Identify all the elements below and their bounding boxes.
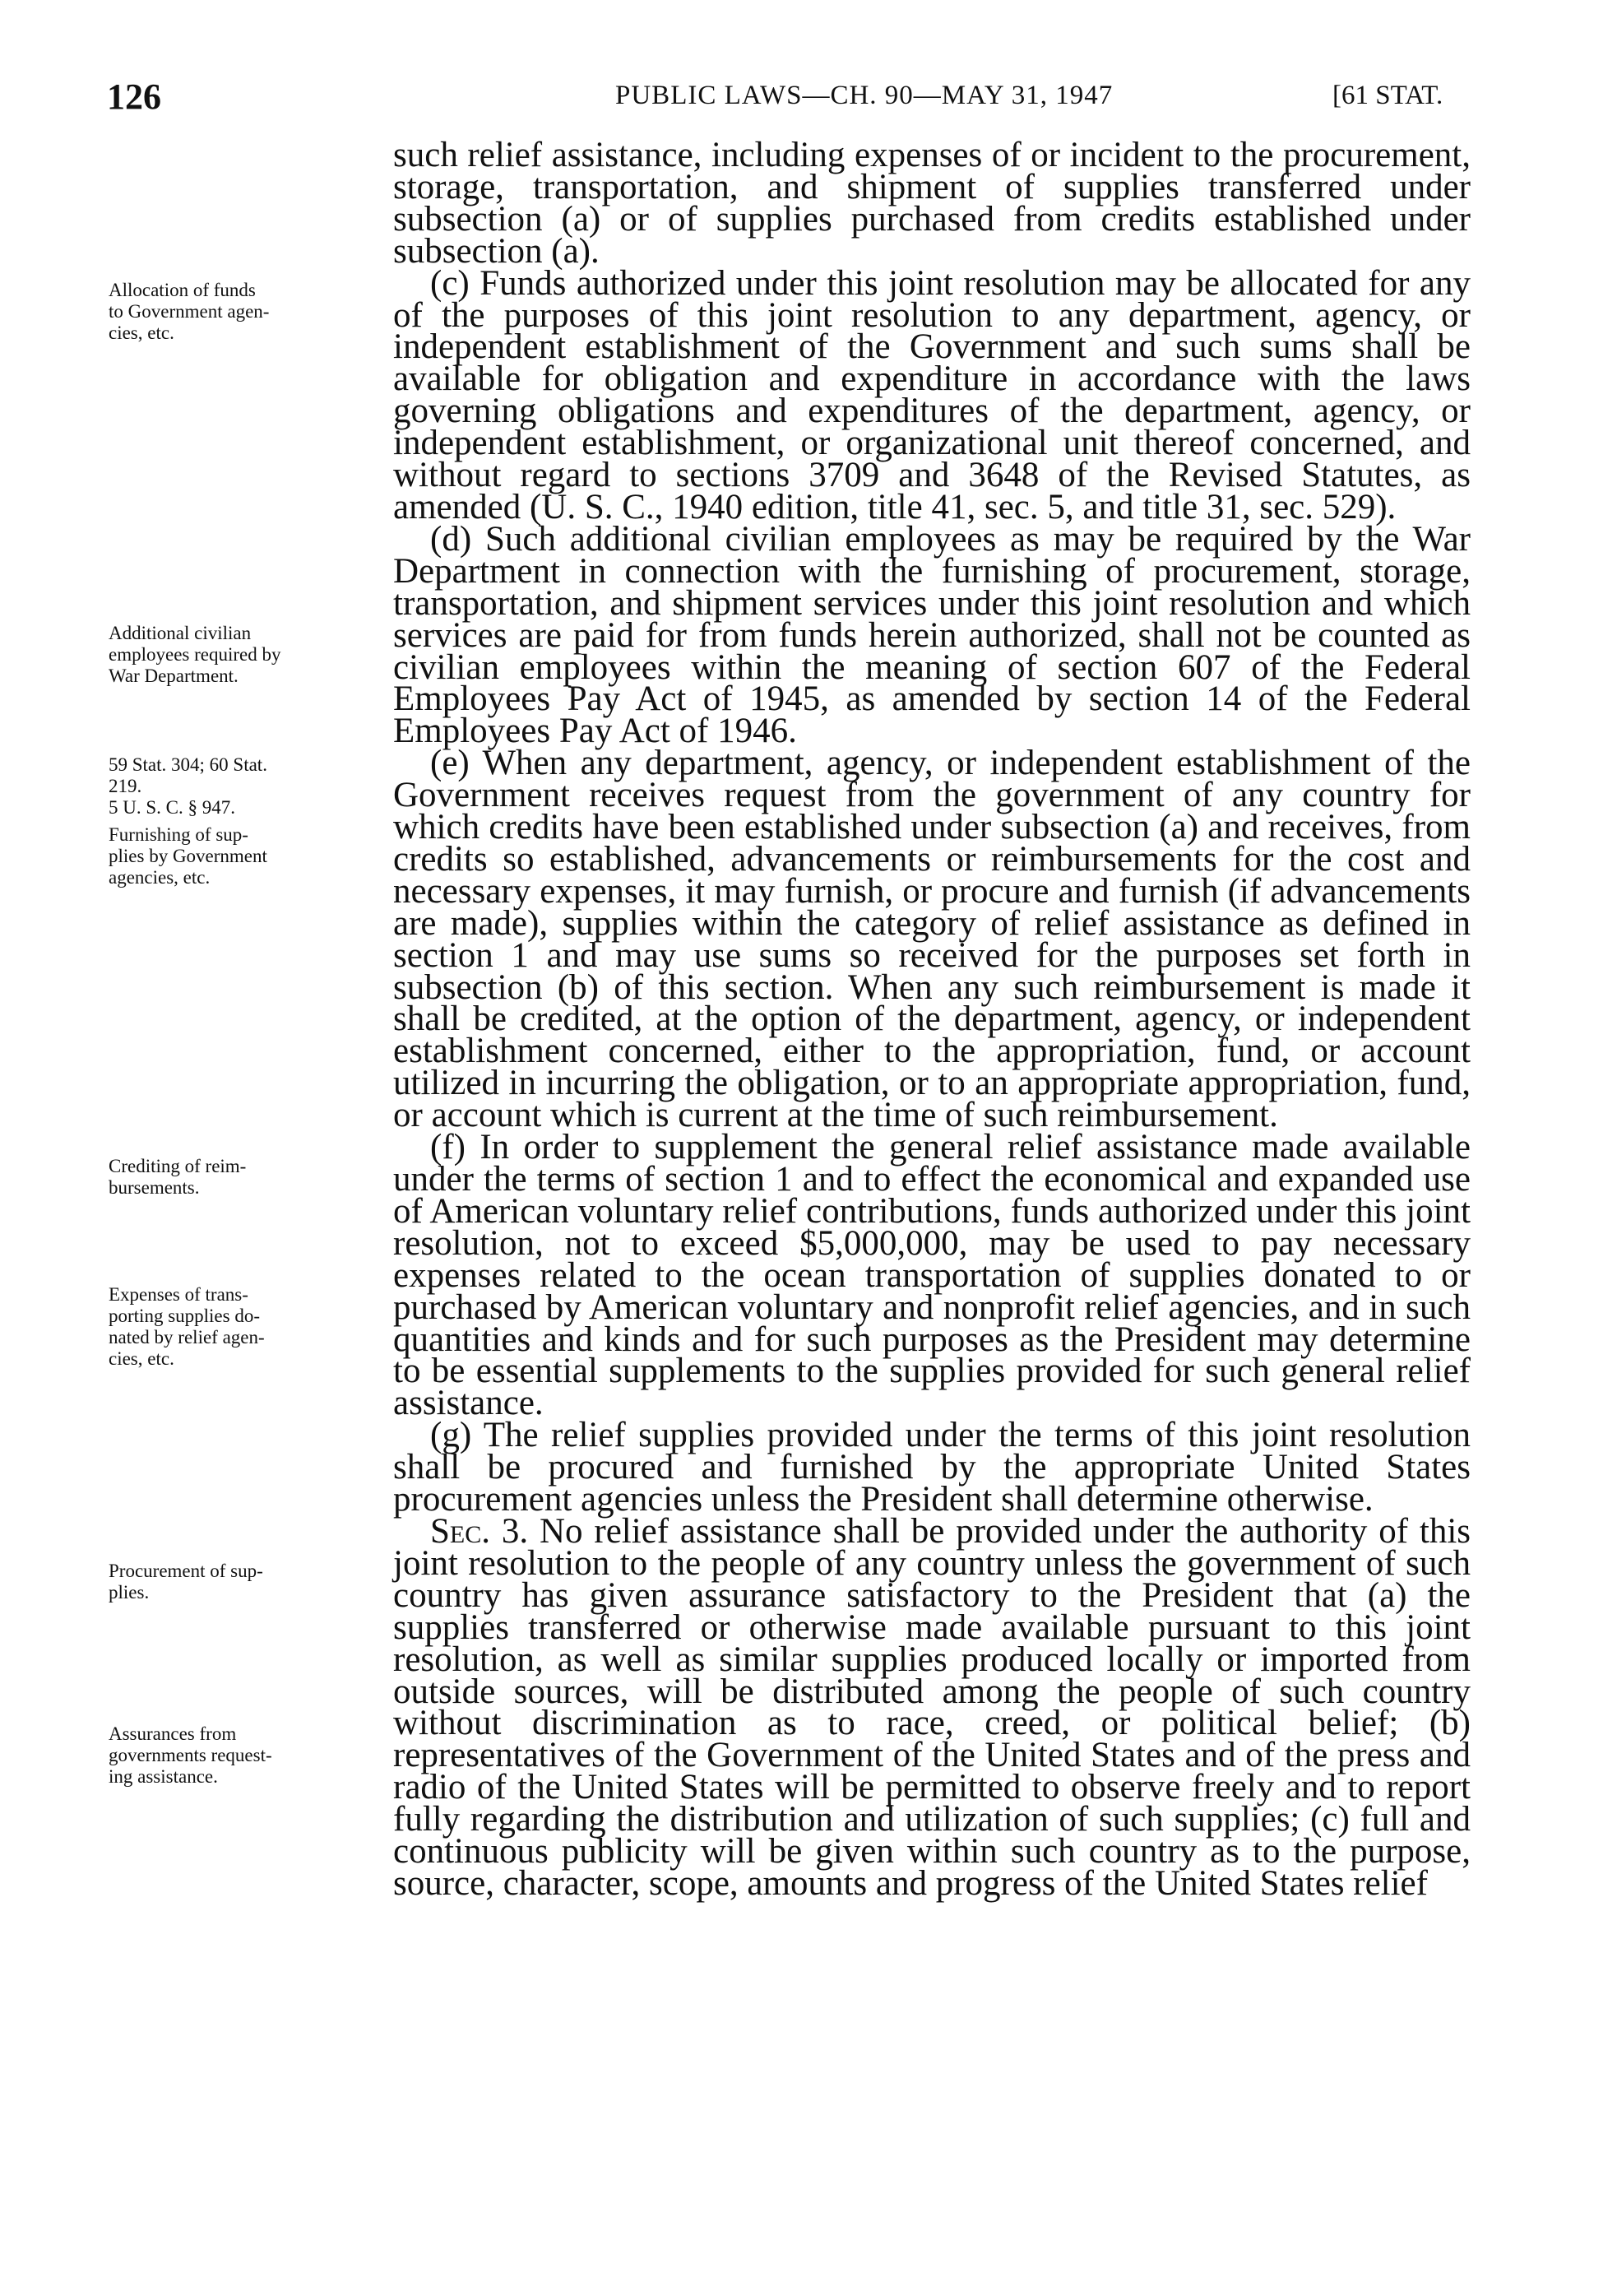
page-number: 126	[107, 77, 161, 117]
paragraph-e: (e) When any department, agency, or independent establishment of the Government receives request from the government of any country for which credits have been established under subsection (a) and receives, from credits so established, advancements or reimbursements for the cost and necessary expenses, it may furnish, or procure and furnish (if advancements are made), supplies within the category of relief assistance as defined in section 1 and may use sums so received for the purposes set forth in subsection (b) of this section. When any such reimbursement is made it shall be credited, at the option of the department, agency, or independent establishment concerned, either to the appropriation, fund, or account utilized in incurring the obligation, or to an appropriate appropriation, fund, or account which is current at the time of such reimbursement.	[393, 744, 1471, 1135]
margin-note-furnishing-supplies: Furnishing of sup- plies by Government agencies, etc.	[109, 824, 267, 888]
section-3-paragraph	[393, 1511, 1471, 1903]
margin-note-civilian-employees: Additional civilian employees required by War Department.	[109, 623, 281, 686]
paragraph-c: (c) Funds authorized under this joint resolution may be allocated for any of the purposes of this joint resolution to any department, agency, or independent establishment of the Government and such sums shall be available for obligation and expenditure in accordance with the laws governing obligations and expenditures of the department, agency, or independent establishment, or organizational unit thereof concerned, and without regard to sections 3709 and 3648 of the Revised Statutes, as amended (U. S. C., 1940 edition, title 41, sec. 5, and title 31, sec. 529).	[393, 263, 1471, 526]
paragraph-f: (f) In order to supplement the general relief assistance made available under the terms of section 1 and to effect the economical and expanded use of American voluntary relief contributions, funds authorized under this joint resolution, not to exceed $5,000,000, may be used to pay necessary expenses related to the ocean transportation of supplies donated to or purchased by American voluntary and nonprofit relief agencies, and in such quantities and kinds and for such purposes as the President may determine to be essential supplements to the supplies provided for such general relief assistance.	[393, 1128, 1471, 1423]
margin-note-statute-citation: 59 Stat. 304; 60 Stat. 219. 5 U. S. C. § 947.	[109, 754, 267, 818]
paragraph-g: (g) The relief supplies provided under the terms of this joint resolution shall be procured and furnished by the appropriate United States procurement agencies unless the President shall determine otherwise.	[393, 1416, 1471, 1519]
margin-note-crediting: Crediting of reim- bursements.	[109, 1156, 247, 1198]
body-text	[393, 136, 1471, 1903]
margin-note-allocation: Allocation of funds to Government agen- cies, etc.	[109, 280, 270, 343]
margin-note-assurances: Assurances from governments request- ing assistance.	[109, 1723, 272, 1787]
running-head: PUBLIC LAWS—CH. 90—MAY 31, 1947	[615, 81, 1114, 110]
paragraph-intro: such relief assistance, including expenses of or incident to the procurement, storage, transportation, and shipment of supplies transferred under subsection (a) or of supplies purchased from credits established under subsection (a).	[393, 136, 1471, 271]
section-3-text: No relief assistance shall be provided under the authority of this joint resolution to the people of any country unless the government of such country has given assurance satisfactory to the President that (a) the supplies transferred or otherwise made available pursuant to this joint resolution, as well as similar supplies produced locally or imported from outside sources, will be distributed among the people of such country without discrimination as to race, creed, or political belief; (b) representatives of the Government of the United States and of the press and radio of the United States will be permitted to observe freely and to report fully regarding the distribution and utilization of such supplies; (c) full and continuous publicity will be given within such country as to the purpose, source, character, scope, amounts and progress of the United States relief	[393, 1511, 1471, 1903]
margin-note-procurement: Procurement of sup- plies.	[109, 1561, 263, 1603]
page-header	[0, 76, 1617, 117]
section-3-label: Sec. 3.	[430, 1511, 529, 1551]
margin-note-transport-expenses: Expenses of trans- porting supplies do- nated by relief agen- cies, etc.	[109, 1284, 265, 1369]
paragraph-d: (d) Such additional civilian employees as may be required by the War Department in connection with the furnishing of procurement, storage, transportation, and shipment services under this joint resolution and which services are paid for from funds herein authorized, shall not be counted as civilian employees within the meaning of section 607 of the Federal Employees Pay Act of 1945, as amended by section 14 of the Federal Employees Pay Act of 1946.	[393, 519, 1471, 751]
volume-reference: [61 STAT.	[1332, 81, 1443, 110]
